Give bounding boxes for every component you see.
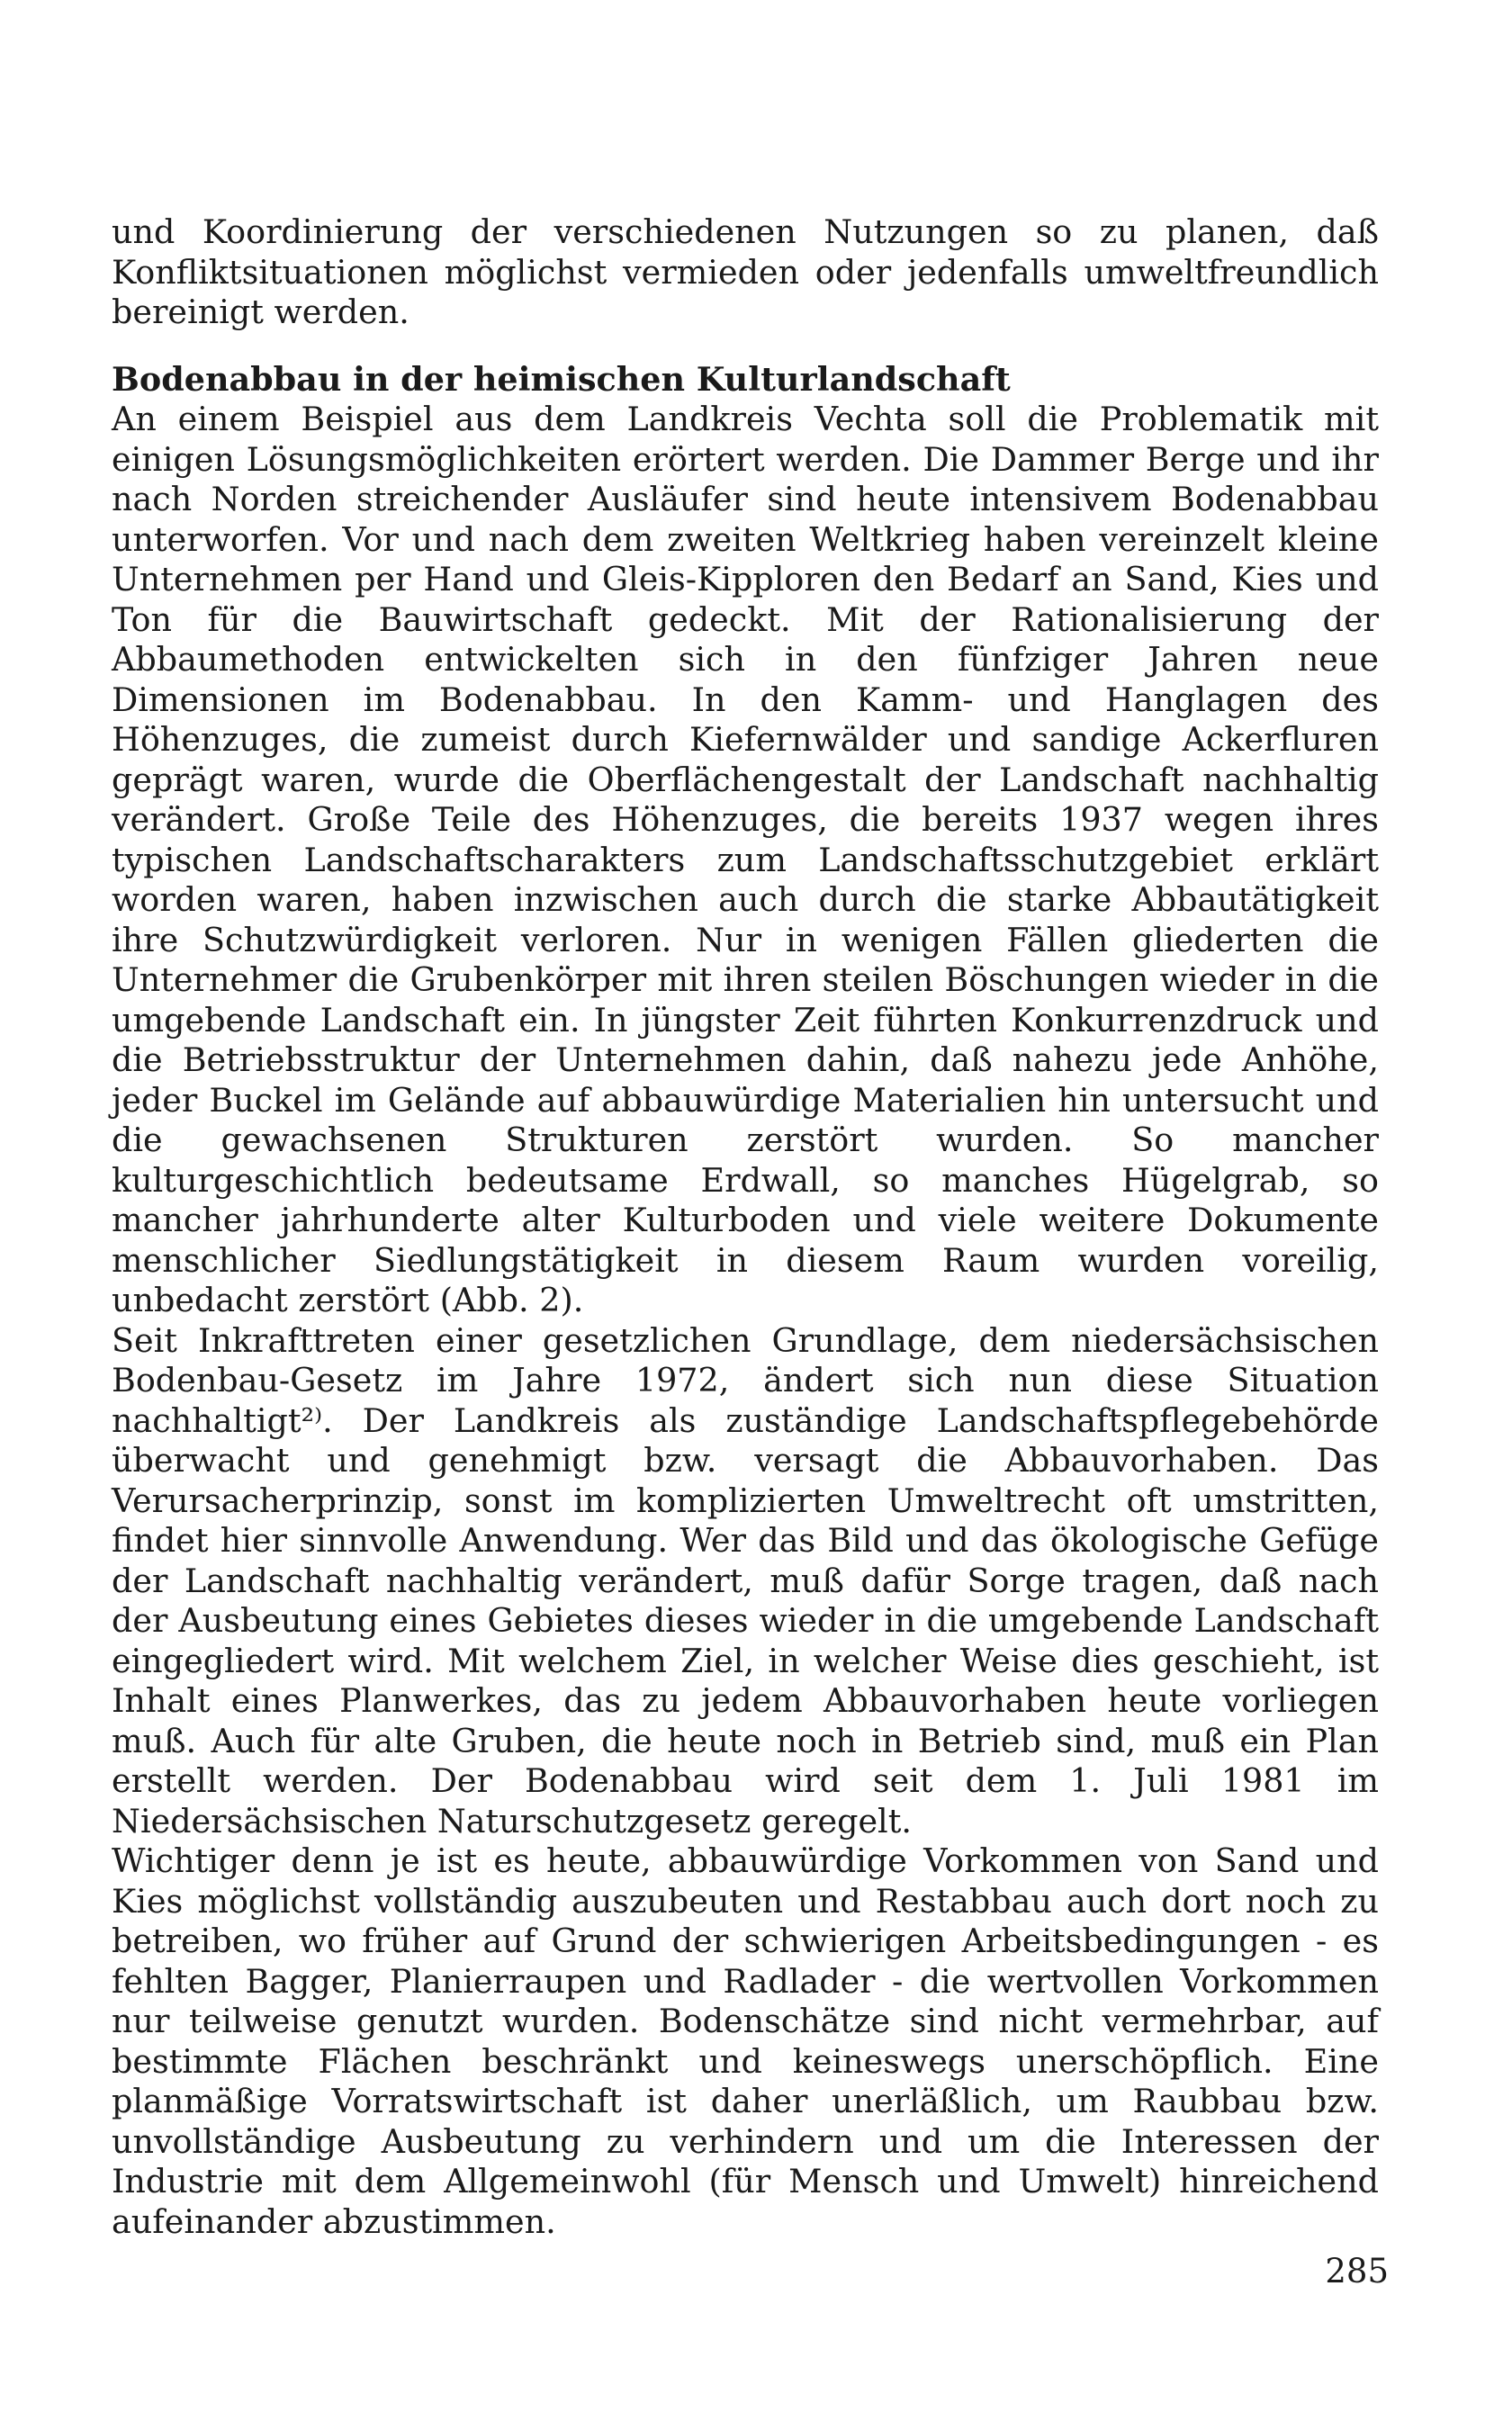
body-paragraph-2: Seit Inkrafttreten einer gesetzlichen Grundlage, dem niedersächsischen Bodenbau-Gesetz im Jahre 1972, ändert sich nun diese Situation nachhaltigt²⁾. Der Landkreis als zuständige Landschaftspflegebehörde überwacht und genehmigt bzw. versagt die Abbauvorhaben. Das Verursacherprinzip, sonst im komplizierten Umweltrecht oft umstritten, findet hier sinnvolle Anwendung. Wer das Bild und das ökologische Gefüge der Landschaft nachhaltig verändert, muß dafür Sorge tragen, daß nach der Ausbeutung eines Gebietes dieses wieder in die umgebende Landschaft eingegliedert wird. Mit welchem Ziel, in welcher Weise dies geschieht, ist Inhalt eines Planwerkes, das zu jedem Abbauvorhaben heute vorliegen muß. Auch für alte Gruben, die heute noch in Betrieb sind, muß ein Plan erstellt werden. Der Bodenabbau wird seit dem 1. Juli 1981 im Niedersächsischen Naturschutzgesetz geregelt. [112, 1320, 1379, 1840]
body-paragraph-1: An einem Beispiel aus dem Landkreis Vechta soll die Problematik mit einigen Lösungsmöglichkeiten erörtert werden. Die Dammer Berge und ihr nach Norden streichender Ausläufer sind heute intensivem Bodenabbau unterworfen. Vor und nach dem zweiten Weltkrieg haben vereinzelt kleine Unternehmen per Hand und Gleis-Kipploren den Bedarf an Sand, Kies und Ton für die Bauwirtschaft gedeckt. Mit der Rationalisierung der Abbaumethoden entwickelten sich in den fünfziger Jahren neue Dimensionen im Bodenabbau. In den Kamm- und Hanglagen des Höhenzuges, die zumeist durch Kiefernwälder und sandige Ackerfluren geprägt waren, wurde die Oberflächengestalt der Landschaft nachhaltig verändert. Große Teile des Höhenzuges, die bereits 1937 wegen ihres typischen Landschaftscharakters zum Landschaftsschutzgebiet erklärt worden waren, haben inzwischen auch durch die starke Abbautätigkeit ihre Schutzwürdigkeit verloren. Nur in wenigen Fällen gliederten die Unternehmer die Grubenkörper mit ihren steilen Böschungen wieder in die umgebende Landschaft ein. In jüngster Zeit führten Konkurrenzdruck und die Betriebsstruktur der Unternehmen dahin, daß nahezu jede Anhöhe, jeder Buckel im Gelände auf abbauwürdige Materialien hin untersucht und die gewachsenen Strukturen zerstört wurden. So mancher kulturgeschichtlich bedeutsame Erdwall, so manches Hügelgrab, so mancher jahrhunderte alter Kulturboden und viele weitere Dokumente menschlicher Siedlungstätigkeit in diesem Raum wurden voreilig, unbedacht zerstört (Abb. 2). [112, 400, 1379, 1319]
intro-paragraph: und Koordinierung der verschiedenen Nutzungen so zu planen, daß Konfliktsituationen möglichst vermieden oder jedenfalls umweltfreundlich bereinigt werden. [112, 212, 1379, 331]
page-body [112, 212, 1379, 2242]
page-number: 285 [1325, 2252, 1389, 2290]
section-heading: Bodenabbau in der heimischen Kulturlandschaft [112, 359, 1011, 399]
body-paragraph-3: Wichtiger denn je ist es heute, abbauwürdige Vorkommen von Sand und Kies möglichst vollständig auszubeuten und Restabbau auch dort noch zu betreiben, wo früher auf Grund der schwierigen Arbeitsbedingungen - es fehlten Bagger, Planierraupen und Radlader - die wertvollen Vorkommen nur teilweise genutzt wurden. Bodenschätze sind nicht vermehrbar, auf bestimmte Flächen beschränkt und keineswegs unerschöpflich. Eine planmäßige Vorratswirtschaft ist daher unerläßlich, um Raubbau bzw. unvollständige Ausbeutung zu verhindern und um die Interessen der Industrie mit dem Allgemeinwohl (für Mensch und Umwelt) hinreichend aufeinander abzustimmen. [112, 1841, 1379, 2241]
